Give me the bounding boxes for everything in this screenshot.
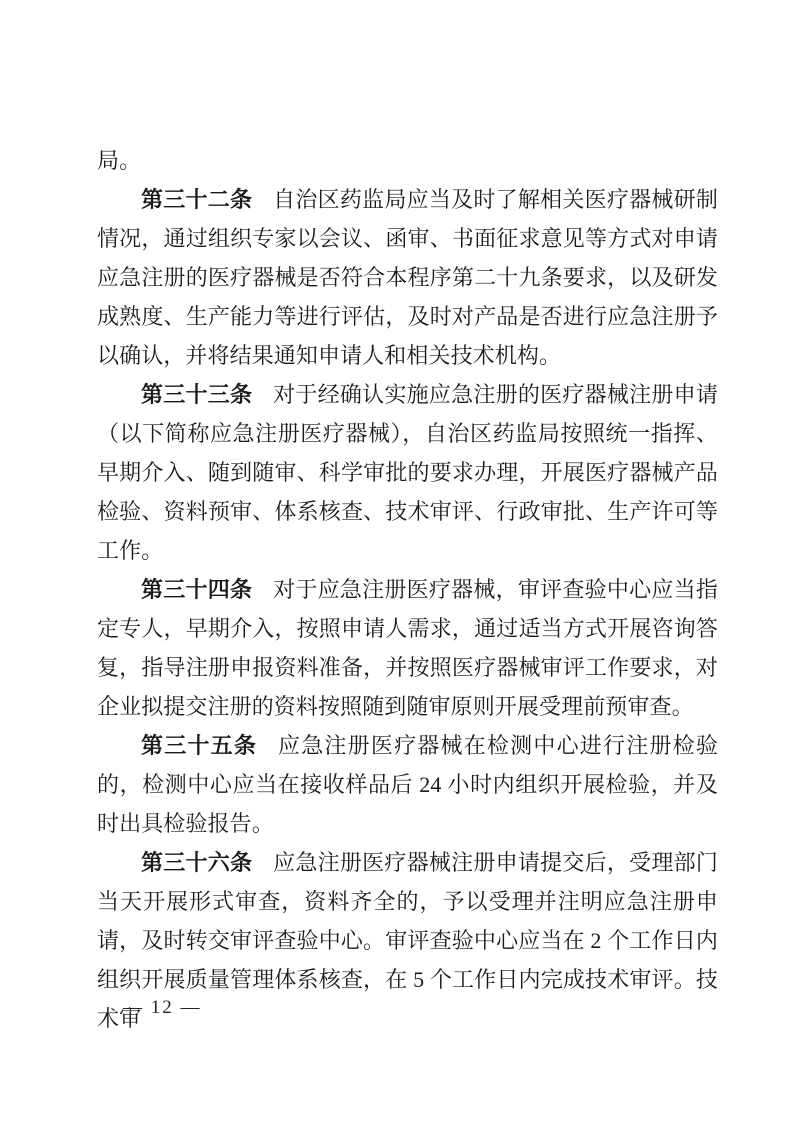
article-text: 对于应急注册医疗器械，审评查验中心应当指定专人，早期介入，按照申请人需求，通过适当方式开展咨询答复，指导注册申报资料准备，并按照医疗器械审评工作要求，对企业拟提交注册的资料按照随到随审原则开展受理前预审查。 [97,577,718,719]
article-number: 第三十四条 [141,577,253,602]
article-text: 应急注册医疗器械在检测中心进行注册检验的，检测中心应当在接收样品后 24 小时内组织开展检验，并及时出具检验报告。 [97,733,718,836]
article-number: 第三十五条 [141,733,258,758]
article-paragraph-33 [97,375,718,570]
page-footer [123,997,202,1019]
document-body [97,141,718,1038]
article-number: 第三十三条 [141,382,253,407]
article-paragraph-34 [97,570,718,726]
article-text: 自治区药监局应当及时了解相关医疗器械研制情况，通过组织专家以会议、函审、书面征求意见等方式对申请应急注册的医疗器械是否符合本程序第二十九条要求，以及研发成熟度、生产能力等进行评估，及时对产品是否进行应急注册予以确认，并将结果通知申请人和相关技术机构。 [97,187,718,368]
article-number: 第三十二条 [141,187,253,212]
article-number: 第三十六条 [141,850,253,875]
article-text: 应急注册医疗器械注册申请提交后，受理部门当天开展形式审查，资料齐全的，予以受理并注明应急注册申请，及时转交审评查验中心。审评查验中心应当在 2 个工作日内组织开展质量管理体系核查，在 5 个工作日内完成技术审评。技术审 [97,850,718,1031]
paragraph-continuation [97,141,718,180]
article-paragraph-35 [97,726,718,843]
article-text: 对于经确认实施应急注册的医疗器械注册申请（以下简称应急注册医疗器械），自治区药监局按照统一指挥、早期介入、随到随审、科学审批的要求办理，开展医疗器械产品检验、资料预审、体系核查、技术审评、行政审批、生产许可等工作。 [97,382,718,563]
article-paragraph-32 [97,180,718,375]
paragraph-text: 局。 [97,148,142,173]
page-number: — 12 — [123,997,202,1018]
